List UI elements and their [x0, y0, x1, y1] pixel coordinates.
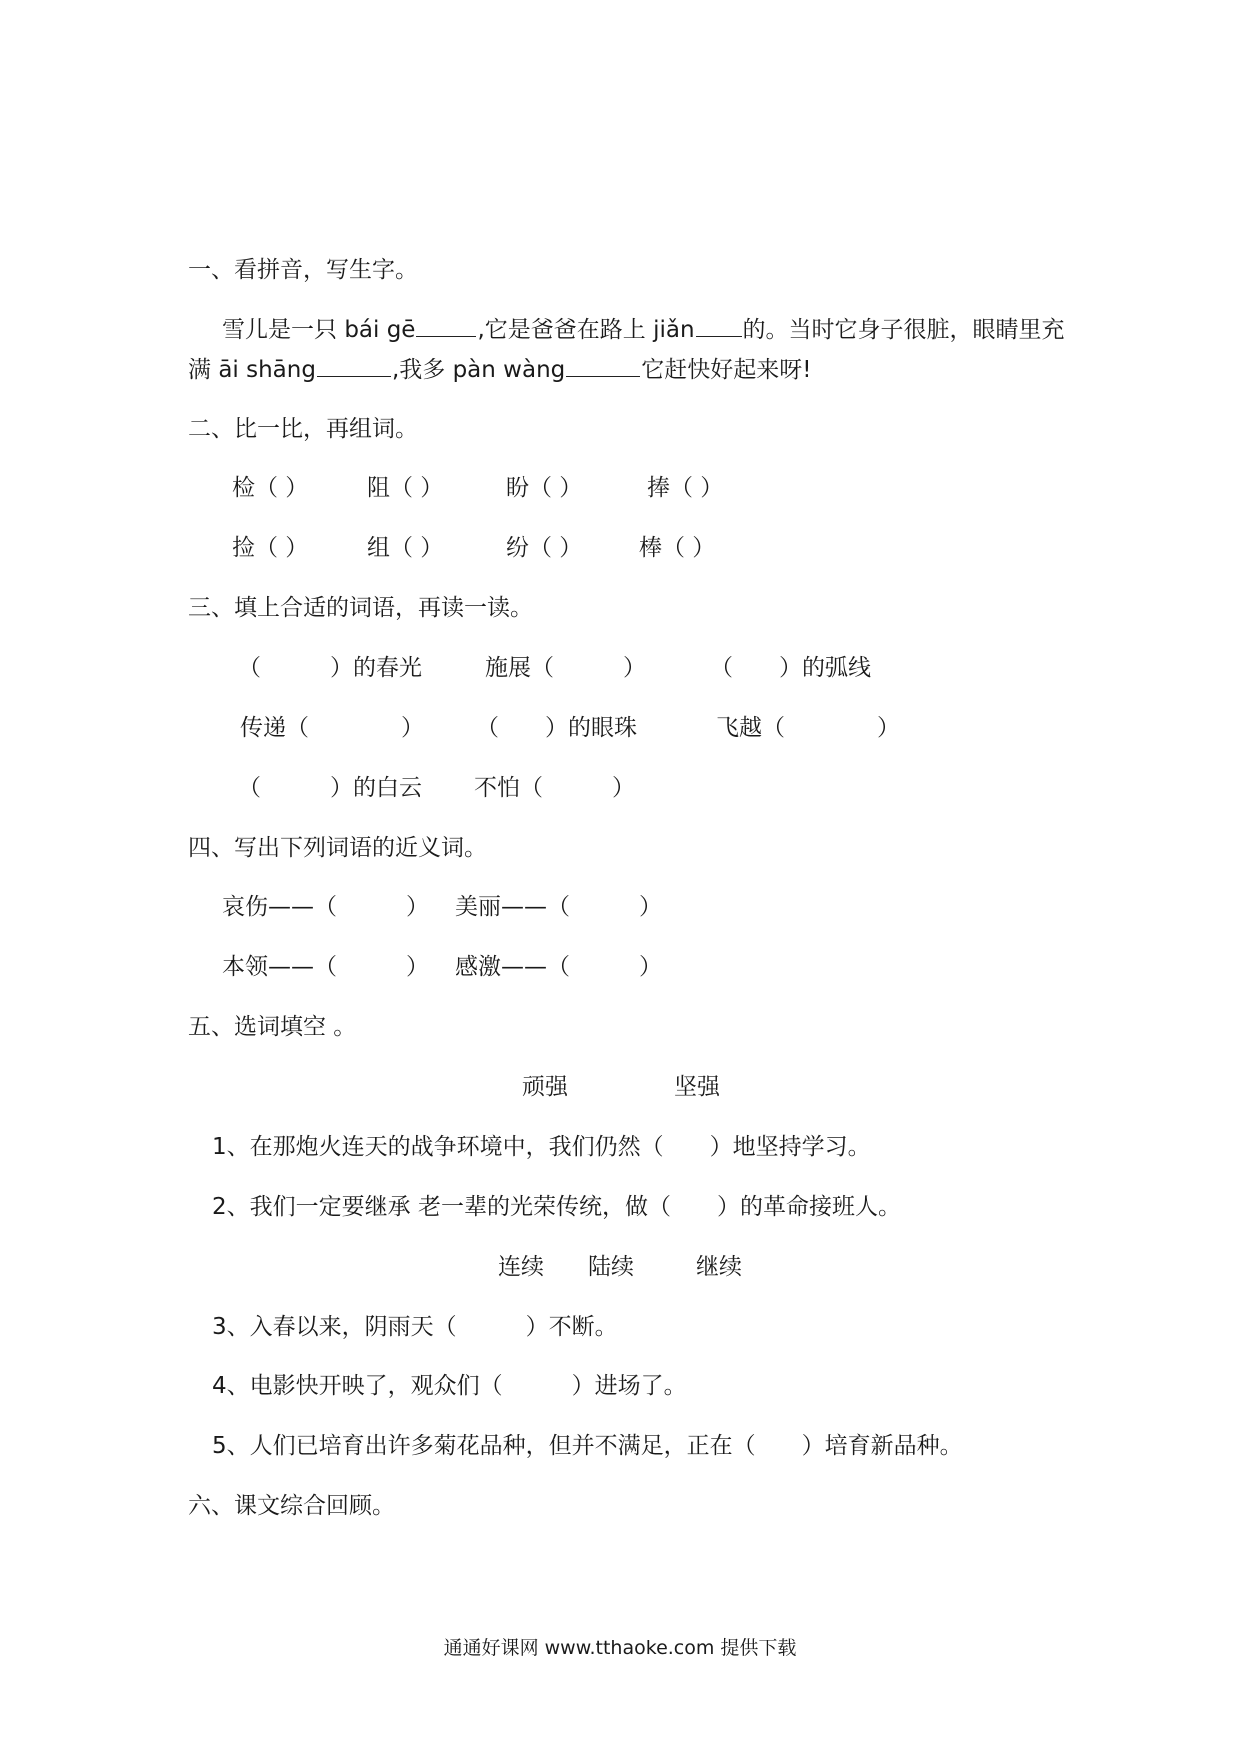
section-4-heading: 四、写出下列词语的近义词。: [188, 835, 487, 861]
word-choice: 坚强: [674, 1074, 720, 1100]
word-item: 棒（ ）: [639, 535, 716, 561]
fill-item: （ ）的眼珠: [476, 715, 637, 741]
question-5: 5、人们已培育出许多菊花品种，但并不满足，正在（ ）培育新品种。: [212, 1433, 963, 1459]
question-4: 4、电影快开映了，观众们（ ）进场了。: [212, 1373, 687, 1399]
fill-item: 施展（ ）: [485, 655, 646, 681]
answer-blank[interactable]: [317, 354, 391, 377]
text: 满: [188, 357, 219, 383]
word-item: 阻（ ）: [367, 475, 444, 501]
section-1-heading: 一、看拼音，写生字。: [188, 257, 418, 283]
fill-item: （ ）的白云: [238, 775, 422, 801]
word-item: 捧（ ）: [647, 475, 724, 501]
word-choice: 陆续: [588, 1254, 634, 1280]
answer-blank[interactable]: [416, 314, 476, 337]
answer-blank[interactable]: [566, 354, 640, 377]
word-choice: 顽强: [522, 1074, 568, 1100]
question-3: 3、入春以来，阴雨天（ ）不断。: [212, 1314, 618, 1340]
text: ,它是爸爸在路上: [477, 317, 654, 343]
text: 它赶快好起来呀!: [641, 357, 812, 383]
fill-item: 飞越（ ）: [716, 715, 900, 741]
pinyin: jiǎn: [653, 317, 695, 343]
word-choice: 继续: [696, 1254, 742, 1280]
section-5-heading: 五、选词填空 。: [188, 1014, 357, 1040]
section-3-heading: 三、填上合适的词语，再读一读。: [188, 595, 533, 621]
pinyin: bái gē: [344, 317, 416, 343]
section-6-heading: 六、课文综合回顾。: [188, 1493, 395, 1519]
pinyin: āi shāng: [218, 357, 316, 383]
fill-item: 不怕（ ）: [474, 775, 635, 801]
question-1: 1、在那炮火连天的战争环境中，我们仍然（ ）地坚持学习。: [212, 1134, 871, 1160]
word-item: 盼（ ）: [506, 475, 583, 501]
footer-text: 通通好课网 www.tthaoke.com 提供下载: [443, 1637, 797, 1659]
synonym-item: 哀伤——（ ）: [222, 894, 429, 920]
section-2-heading: 二、比一比，再组词。: [188, 416, 418, 442]
text: 雪儿是一只: [222, 317, 345, 343]
synonym-item: 本领——（ ）: [222, 954, 429, 980]
fill-item: （ ）的弧线: [710, 655, 871, 681]
word-item: 捡（ ）: [232, 535, 309, 561]
pinyin: pàn wàng: [452, 357, 566, 383]
section-1-paragraph-line-1: [222, 314, 1065, 345]
fill-item: 传递（ ）: [240, 715, 424, 741]
word-choice: 连续: [498, 1254, 544, 1280]
text: 的。当时它身子很脏，眼睛里充: [742, 317, 1065, 343]
word-item: 组（ ）: [367, 535, 444, 561]
word-item: 纷（ ）: [506, 535, 583, 561]
section-1-paragraph-line-2: [188, 354, 811, 385]
word-item: 检（ ）: [232, 475, 309, 501]
question-2: 2、我们一定要继承 老一辈的光荣传统，做（ ）的革命接班人。: [212, 1194, 901, 1220]
synonym-item: 感激——（ ）: [455, 954, 662, 980]
text: ,我多: [391, 357, 453, 383]
fill-item: （ ）的春光: [238, 655, 422, 681]
synonym-item: 美丽——（ ）: [455, 894, 662, 920]
answer-blank[interactable]: [696, 314, 742, 337]
